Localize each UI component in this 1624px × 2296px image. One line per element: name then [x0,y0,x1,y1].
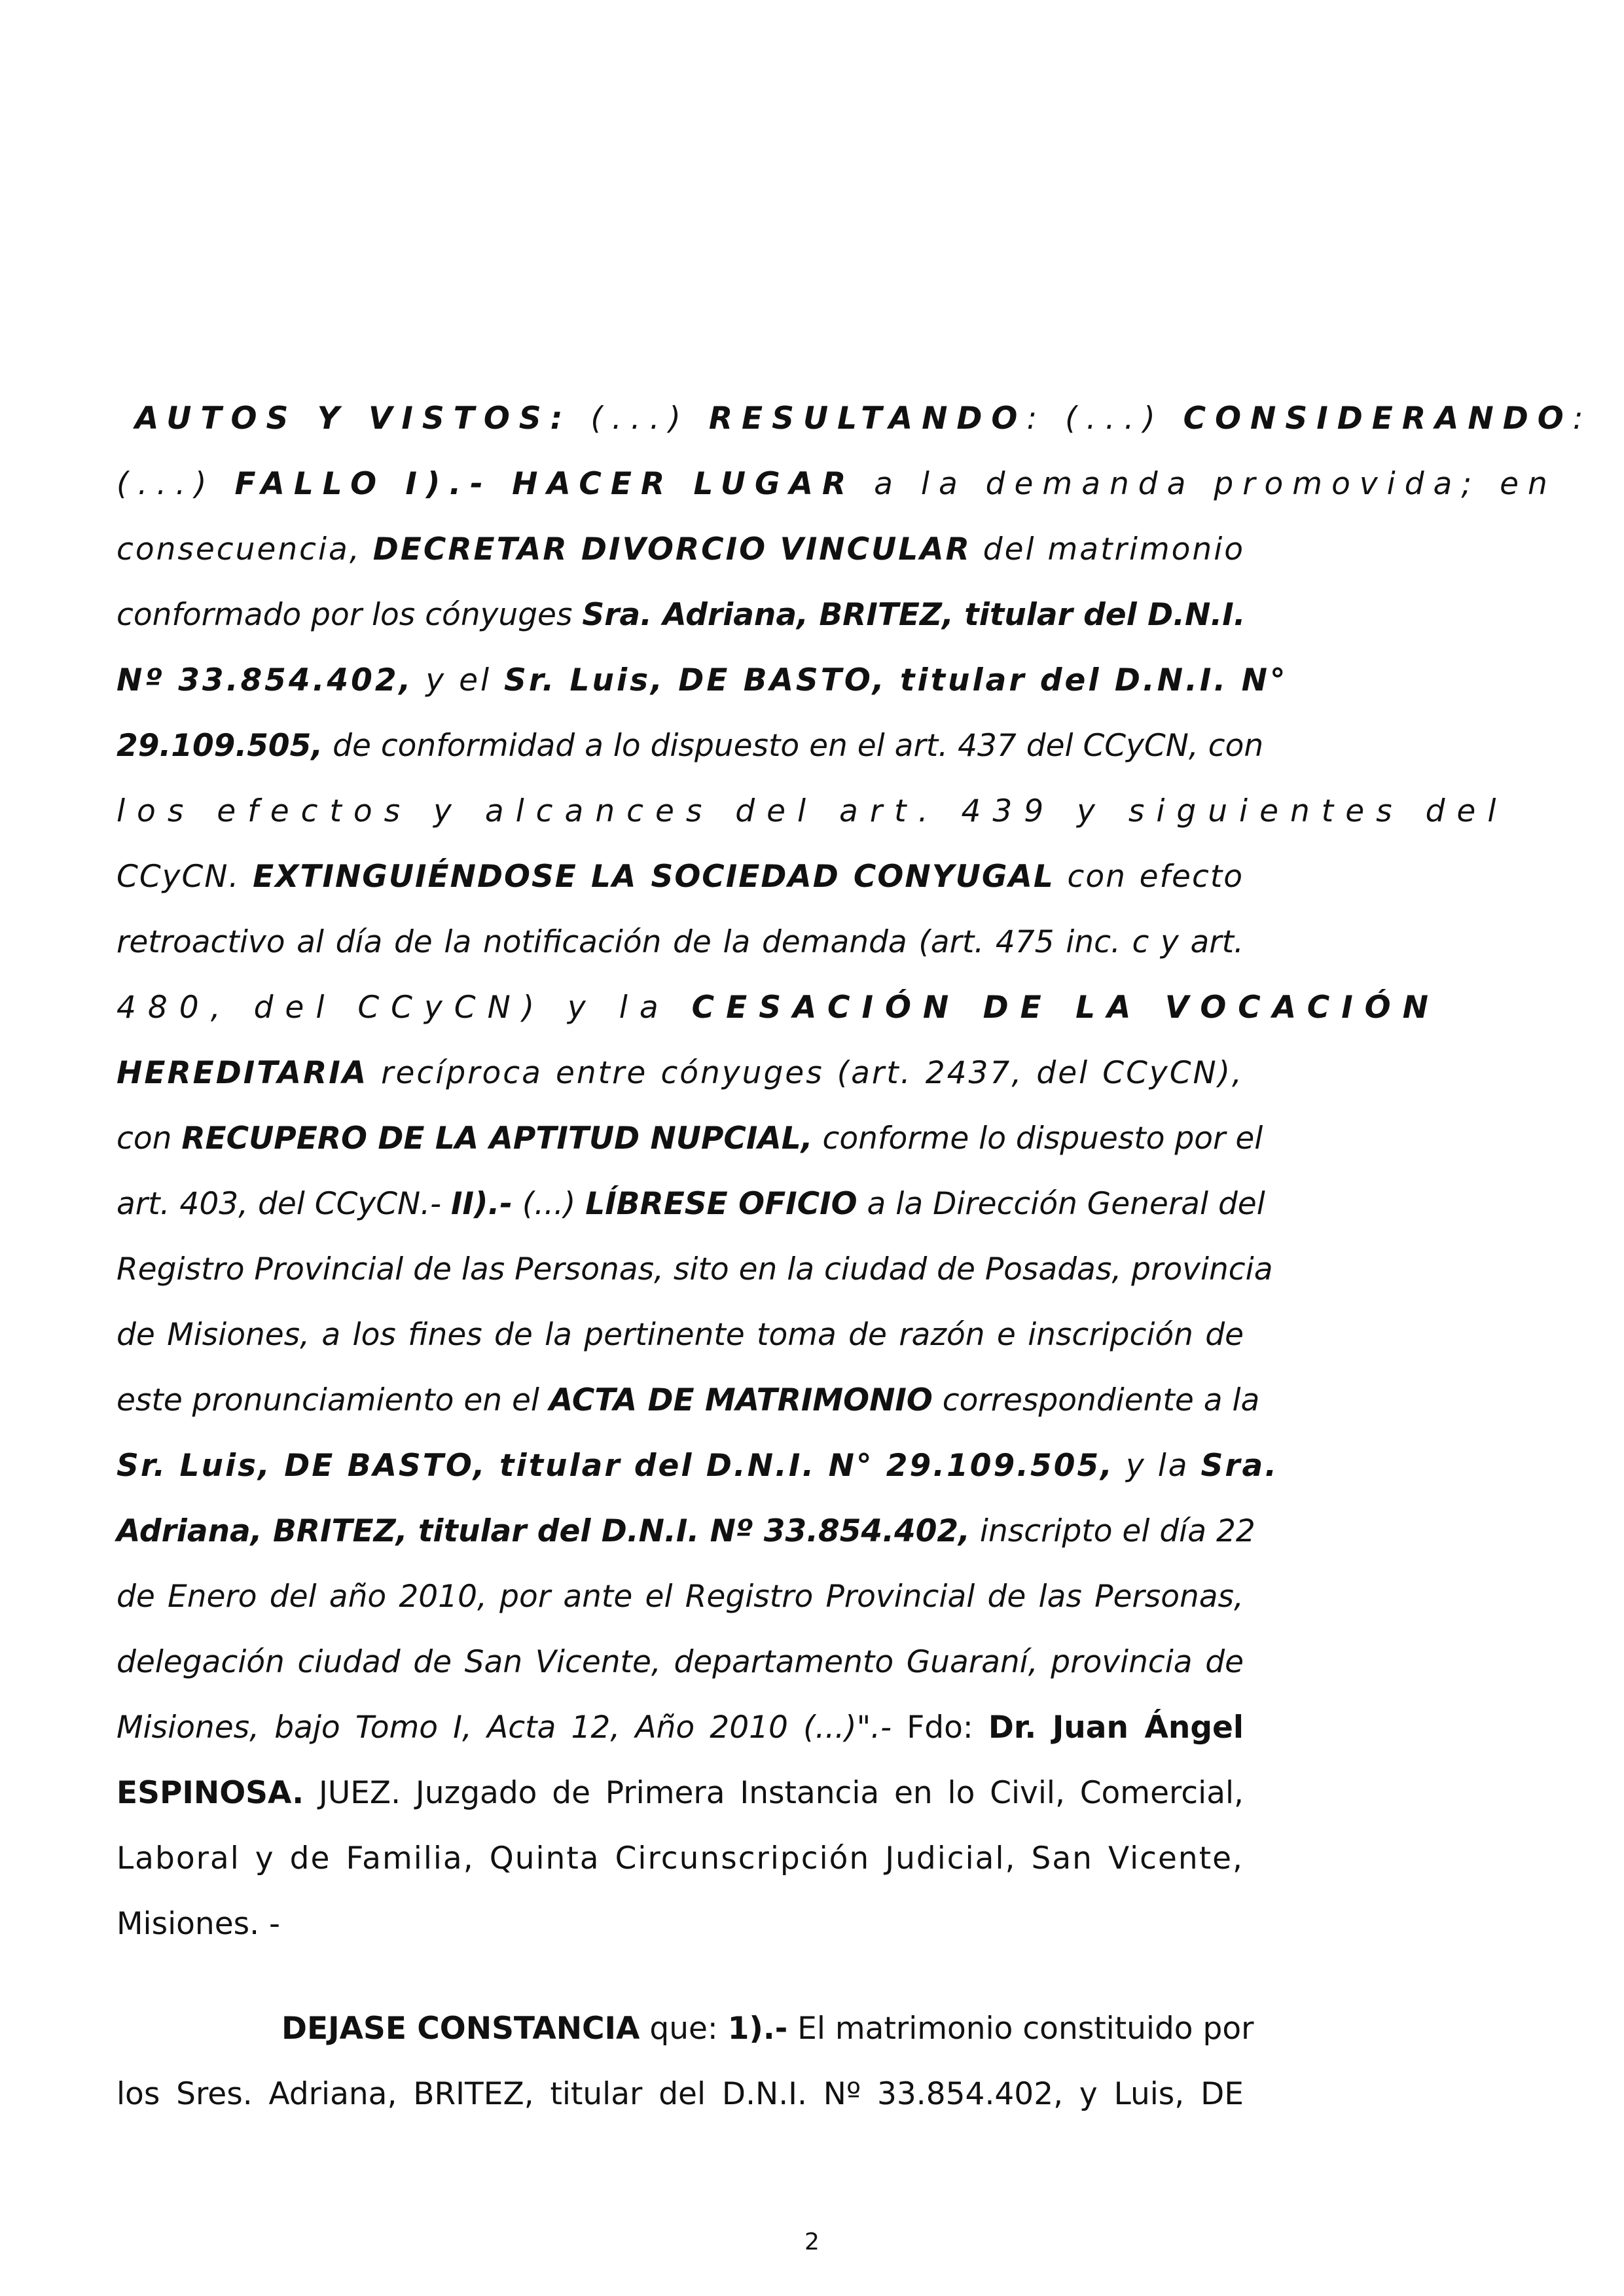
heading-resultando: RESULTANDO [708,401,1027,437]
text-line [117,923,1244,962]
fallo-heading: FALLO I).- HACER LUGAR [234,466,856,502]
text-run: 480, del CCyCN) y la [117,990,692,1026]
item-number: 1).- [727,2011,788,2047]
text-run: art. 403, del CCyCN.- [117,1186,452,1222]
party-britez: Adriana, BRITEZ, titular del D.N.I. Nº 33.854.402, [117,1513,970,1549]
party-britez: Sra. Adriana, BRITEZ, titular del D.N.I. [582,597,1246,633]
text-run: de Enero del año 2010, por ante el Registro Provincial de las Personas, [117,1579,1244,1615]
text-run: los Sres. Adriana, BRITEZ, titular del D.N.I. Nº 33.854.402, y Luis, DE [117,2076,1244,2112]
librese-oficio: LÍBRESE OFICIO [585,1186,857,1222]
text-run: conforme lo dispuesto por el [812,1121,1263,1157]
hereditaria: HEREDITARIA [117,1055,369,1091]
text-line [117,530,1244,569]
court-name: Laboral y de Familia, Quinta Circunscripción Judicial, San Vicente, [117,1840,1244,1876]
text-line [117,1054,1244,1093]
text-run: : (...) [1026,401,1183,437]
section-ii: II).- [451,1186,513,1222]
text-line [117,596,1244,635]
recupero-aptitud: RECUPERO DE LA APTITUD NUPCIAL, [181,1121,813,1157]
text-run: retroactivo al día de la notificación de la demanda (art. 475 inc. c y art. [117,924,1244,960]
text-line [117,1708,1244,1748]
page-number: 2 [804,2229,820,2255]
court-name: JUEZ. Juzgado de Primera Instancia en lo Civil, Comercial, [304,1775,1244,1811]
text-line [117,399,1593,439]
text-run: Registro Provincial de las Personas, sito en la ciudad de Posadas, provincia [117,1251,1273,1287]
text-line [117,661,1288,700]
heading-considerando: CONSIDERANDO [1183,401,1573,437]
text-line [117,1905,1244,1944]
dni-britez: Nº 33.854.402, [117,662,414,698]
text-line [281,2009,1254,2049]
text-run: y la [1114,1448,1201,1484]
text-run: recíproca entre cónyuges (art. 2437, del CCyCN), [368,1055,1244,1091]
text-run: (...) [571,401,709,437]
text-line [117,1119,1263,1158]
party-britez: Sra. [1200,1448,1279,1484]
text-run: y el [413,662,504,698]
text-line [117,1643,1244,1682]
text-line [117,2075,1244,2114]
party-de-basto: Sr. Luis, DE BASTO, titular del D.N.I. N° [504,662,1288,698]
text-line [117,726,1264,766]
extinguiendose-sociedad: EXTINGUIÉNDOSE LA SOCIEDAD CONYUGAL [253,859,1055,895]
text-run: consecuencia, [117,531,373,567]
text-run: El matrimonio constituido por [787,2011,1254,2047]
text-run: a la Dirección General del [857,1186,1265,1222]
text-line [117,465,1557,504]
text-line [117,988,1440,1028]
text-line [117,857,1244,897]
text-run: conformado por los cónyuges [117,597,583,633]
text-line [117,1446,1279,1486]
text-line [117,792,1508,831]
text-run: del matrimonio [971,531,1246,567]
judge-name: Dr. Juan Ángel [988,1710,1244,1746]
text-run: que: [640,2011,728,2047]
text-run: de Misiones, a los fines de la pertinente toma de razón e inscripción de [117,1317,1244,1353]
dni-de-basto: 29.109.505, [117,728,323,764]
text-line [117,1774,1244,1813]
text-run: : [1572,401,1593,437]
text-run: (...) [512,1186,586,1222]
text-run: inscripto el día 22 [969,1513,1255,1549]
heading-autos-y-vistos: AUTOS Y VISTOS: [135,401,572,437]
text-line [117,1381,1260,1420]
text-run: a la demanda promovida; en [855,466,1557,502]
text-run: Misiones. - [117,1906,280,1942]
text-line [117,1839,1244,1878]
text-line [117,1185,1265,1224]
text-run: de conformidad a lo dispuesto en el art. 437 del CCyCN, con [323,728,1264,764]
decretar-divorcio: DECRETAR DIVORCIO VINCULAR [372,531,971,567]
text-run: Misiones, bajo Tomo I, Acta 12, Año 2010 (...)".- [117,1710,892,1746]
acta-de-matrimonio: ACTA DE MATRIMONIO [549,1382,933,1418]
text-run: (...) [117,466,235,502]
text-line [117,1512,1255,1551]
text-line [117,1316,1244,1355]
text-run: CCyCN. [117,859,253,895]
party-de-basto: Sr. Luis, DE BASTO, titular del D.N.I. N° 29.109.505, [117,1448,1114,1484]
cesacion-vocacion: CESACIÓN DE LA VOCACIÓN [691,990,1440,1026]
text-run: correspondiente a la [932,1382,1260,1418]
text-run: con efecto [1054,859,1244,895]
text-run: este pronunciamiento en el [117,1382,549,1418]
text-line [117,1577,1244,1617]
text-run: los efectos y alcances del art. 439 y siguientes del [117,793,1508,829]
text-run: con [117,1121,182,1157]
dejase-constancia: DEJASE CONSTANCIA [281,2011,640,2047]
text-line [117,1250,1273,1289]
judge-surname: ESPINOSA. [117,1775,304,1811]
text-run: delegación ciudad de San Vicente, departamento Guaraní, provincia de [117,1644,1244,1680]
signature-label: Fdo: [892,1710,988,1746]
